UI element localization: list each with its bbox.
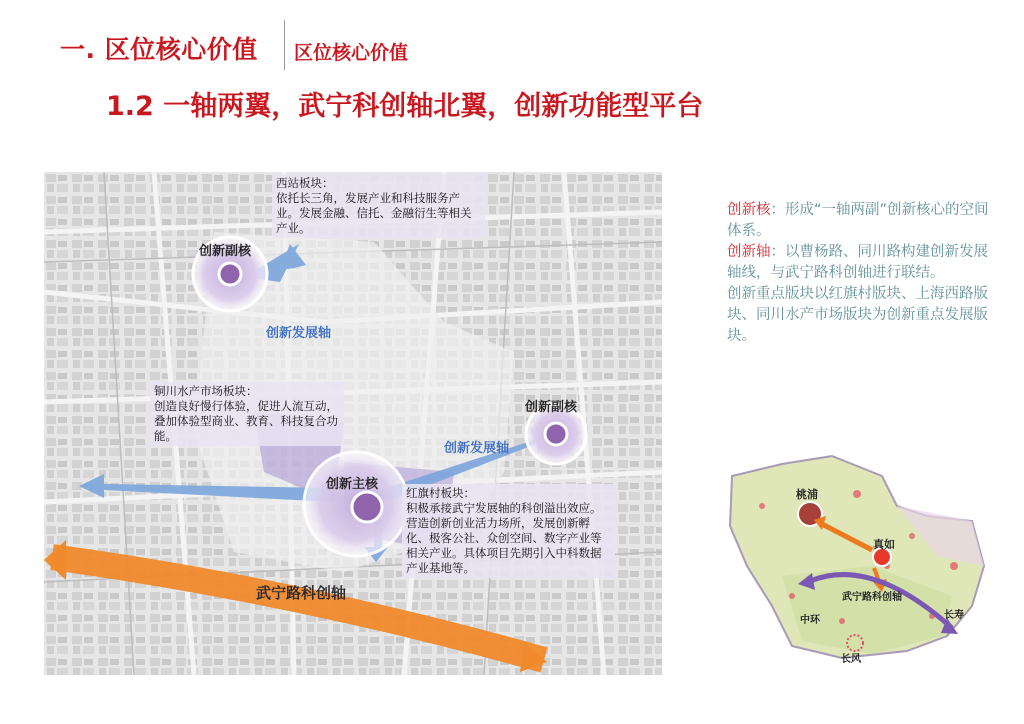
- note-west-station: 西站板块： 依托长三角，发展产业和科技服务产业。发展金融、信托、金融衍生等相关产业。: [272, 174, 485, 238]
- desc-key-core: 创新核: [727, 202, 771, 218]
- locator-graphic: [722, 446, 992, 664]
- note-tongchuan: 铜川水产市场板块： 创造良好慢行体验，促进人流互动，叠加体验型商业、教育、科技复合功能。: [150, 382, 344, 446]
- map-graphic: [44, 172, 662, 675]
- section-subtitle: 区位核心价值: [294, 42, 409, 64]
- core-sub-e-label: 创新副核: [525, 400, 578, 415]
- district-map: [44, 172, 662, 675]
- mini-label-taopu: 桃浦: [796, 488, 818, 501]
- desc-text-core: ：形成“一轴两副”创新核心的空间体系。: [727, 202, 989, 239]
- title-divider: [284, 20, 285, 70]
- note-hongqi: 红旗村板块： 积极承接武宁发展轴的科创溢出效应。营造创新创业活力场所，发展创新孵化、极客公社、众创空间、数字产业等相关产业。具体项目先期引入中科数据产业基地等。: [402, 484, 615, 578]
- core-sub-nw-label: 创新副核: [199, 244, 252, 259]
- mini-label-zhonghuan: 中环: [800, 615, 820, 626]
- wuning-axis-label: 武宁路科创轴: [256, 584, 347, 602]
- core-main-label: 创新主核: [326, 477, 379, 492]
- page-title: 1.2 一轴两翼，武宁科创轴北翼，创新功能型平台: [106, 91, 704, 122]
- desc-key-axis: 创新轴: [727, 244, 771, 260]
- desc-text-blocks: 创新重点版块以红旗村版块、上海西路版块、同川水产市场版块为创新重点发展版块。: [727, 286, 988, 344]
- mini-label-changfeng: 长风: [841, 654, 861, 665]
- axis-north-label: 创新发展轴: [266, 326, 332, 341]
- locator-map: [722, 446, 992, 664]
- desc-text-axis: ：以曹杨路、同川路构建创新发展轴线，与武宁路科创轴进行联结。: [727, 244, 988, 281]
- section-title: 一. 区位核心价值: [60, 35, 258, 64]
- description-block: [727, 200, 989, 347]
- axis-east-label: 创新发展轴: [444, 441, 510, 456]
- mini-label-changshou: 长寿: [944, 610, 964, 621]
- mini-label-zhenru: 真如: [873, 538, 895, 551]
- mini-label-wuning: 武宁路科创轴: [842, 592, 902, 603]
